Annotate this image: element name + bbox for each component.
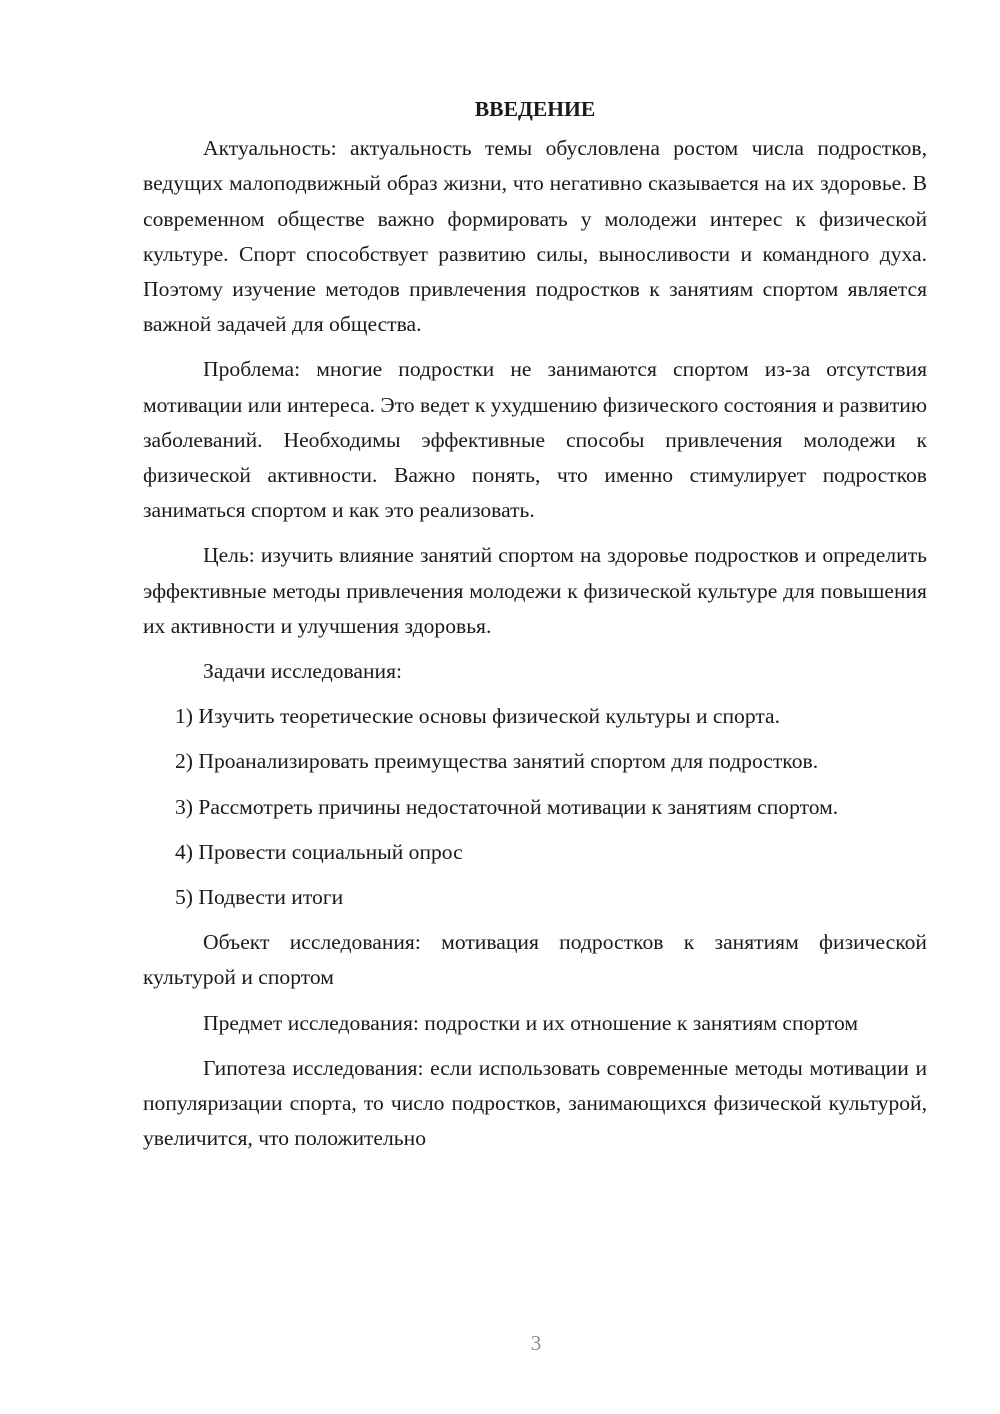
list-item: 1) Изучить теоретические основы физической культуры и спорта. <box>175 704 781 729</box>
paragraph-problem: Проблема: многие подростки не занимаются спортом из-за отсутствия мотивации или интереса. Это ведет к ухудшению физического состояния и развитию заболеваний. Необходимы эффективные способы привлечения молодежи к физической активности. Важно понять, что именно стимулирует подростков заниматься спортом и как это реализовать. <box>143 357 927 523</box>
list-item: 4) Провести социальный опрос <box>175 839 463 864</box>
tasks-title: Задачи исследования: <box>203 659 403 684</box>
paragraph-goal: Цель: изучить влияние занятий спортом на здоровье подростков и определить эффективные методы привлечения молодежи к физической культуре для повышения их активности и улучшения здоровья. <box>143 543 927 638</box>
paragraph-hypothesis: Гипотеза исследования: если использовать современные методы мотивации и популяризации спорта, то число подростков, занимающихся физической культурой, увеличится, что положительно <box>143 1055 927 1151</box>
page-title: ВВЕДЕНИЕ <box>474 97 596 121</box>
list-item: 3) Рассмотреть причины недостаточной мотивации к занятиям спортом. <box>175 794 839 819</box>
list-item: 2) Проанализировать преимущества занятий спортом для подростков. <box>175 749 819 774</box>
paragraph-relevance: Актуальность: актуальность темы обусловлена ростом числа подростков, ведущих малоподвижный образ жизни, что негативно сказывается на их здоровье. В современном обществе важно формировать у молодежи интерес к физической культуре. Спорт способствует развитию силы, выносливости и командного духа. Поэтому изучение методов привлечения подростков к занятиям спортом является важной задачей для общества. <box>143 136 927 337</box>
document-page <box>143 92 927 1166</box>
tasks-list <box>143 699 927 915</box>
page-number: 3 <box>530 1331 542 1355</box>
paragraph-object: Объект исследования: мотивация подростков к занятиям физической культурой и спортом <box>143 930 927 990</box>
list-item: 5) Подвести итоги <box>175 885 344 910</box>
paragraph-subject: Предмет исследования: подростки и их отношение к занятиям спортом <box>203 1010 859 1035</box>
